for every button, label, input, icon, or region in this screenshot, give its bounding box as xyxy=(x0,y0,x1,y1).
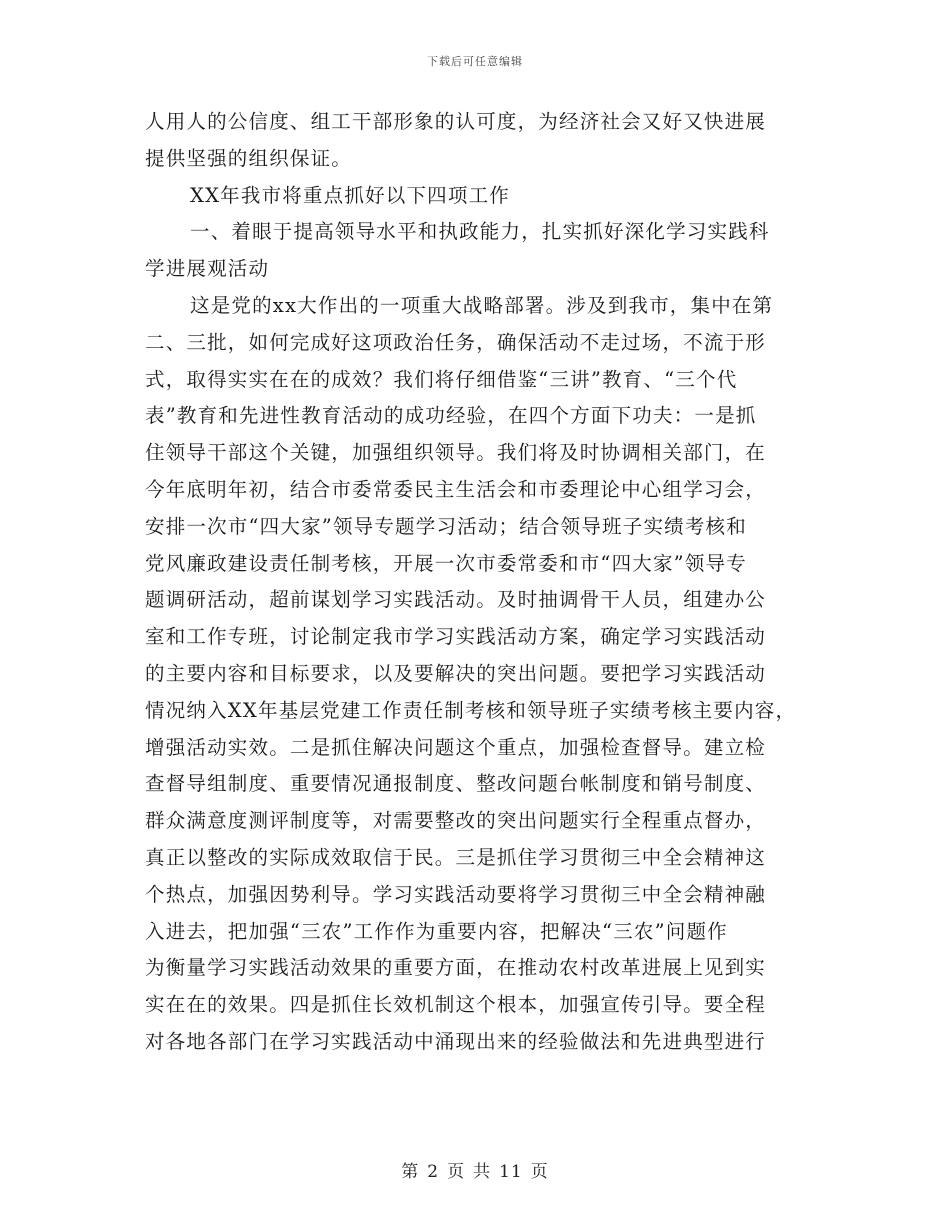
text-line: 室和工作专班，讨论制定我市学习实践活动方案，确定学习实践活动 xyxy=(145,625,767,649)
text-line: 对各地各部门在学习实践活动中涌现出来的经验做法和先进典型进行 xyxy=(145,1029,767,1053)
text-line: 住领导干部这个关键，加强组织领导。我们将及时协调相关部门，在 xyxy=(145,441,767,465)
footer-page-word: 页 xyxy=(447,1162,466,1182)
footer-total-pages: 11 xyxy=(499,1162,523,1182)
document-body xyxy=(145,104,810,1061)
text-line: 这是党的xx大作出的一项重大战略部署。涉及到我市，集中在第 xyxy=(190,293,774,317)
text-line: XX年我市将重点抓好以下四项工作 xyxy=(190,183,510,207)
text-line: 入进去，把加强“三农”工作作为重要内容，把解决“三农”问题作 xyxy=(145,919,728,943)
text-line: 实在在的效果。四是抓住长效机制这个根本，加强宣传引导。要全程 xyxy=(145,993,767,1017)
text-line: 今年底明年初，结合市委常委民主生活会和市委理论中心组学习会， xyxy=(145,477,767,501)
footer-page-suffix: 页 xyxy=(530,1162,549,1182)
footer-total-word: 共 xyxy=(473,1162,492,1182)
text-line: 查督导组制度、重要情况通报制度、整改问题台帐制度和销号制度、 xyxy=(145,772,767,796)
text-line: 题调研活动，超前谋划学习实践活动。及时抽调骨干人员，组建办公 xyxy=(145,588,767,612)
text-line: 党风廉政建设责任制考核，开展一次市委常委和市“四大家”领导专 xyxy=(145,551,747,575)
text-line: 式，取得实实在在的成效？我们将仔细借鉴“三讲”教育、“三个代 xyxy=(145,367,738,391)
text-line: 群众满意度测评制度等，对需要整改的突出问题实行全程重点督办， xyxy=(145,809,767,833)
footer-page-prefix: 第 xyxy=(401,1162,420,1182)
text-line: 安排一次市“四大家”领导专题学习活动；结合领导班子实绩考核和 xyxy=(145,514,747,538)
page-footer xyxy=(0,1157,950,1182)
text-line: 提供坚强的组织保证。 xyxy=(145,146,353,170)
text-line: 的主要内容和目标要求，以及要解决的突出问题。要把学习实践活动 xyxy=(145,661,767,685)
text-line: 个热点，加强因势利导。学习实践活动要将学习贯彻三中全会精神融 xyxy=(145,882,767,906)
text-line: 学进展观活动 xyxy=(145,257,270,281)
text-line: 为衡量学习实践活动效果的重要方面，在推动农村改革进展上见到实 xyxy=(145,956,767,980)
text-line: 真正以整改的实际成效取信于民。三是抓住学习贯彻三中全会精神这 xyxy=(145,845,767,869)
footer-current-page: 2 xyxy=(427,1162,440,1182)
text-line: 人用人的公信度、组工干部形象的认可度，为经济社会又好又快进展 xyxy=(145,110,767,133)
text-line: 二、三批，如何完成好这项政治任务，确保活动不走过场，不流于形 xyxy=(145,330,767,354)
text-line: 表”教育和先进性教育活动的成功经验，在四个方面下功夫：一是抓 xyxy=(145,404,757,428)
text-line: 情况纳入XX年基层党建工作责任制考核和领导班子实绩考核主要内容， xyxy=(145,698,797,722)
page-header: 下载后可任意编辑 xyxy=(427,55,523,68)
text-line: 增强活动实效。二是抓住解决问题这个重点，加强检查督导。建立检 xyxy=(145,735,767,759)
text-line: 一、着眼于提高领导水平和执政能力，扎实抓好深化学习实践科 xyxy=(190,220,770,244)
